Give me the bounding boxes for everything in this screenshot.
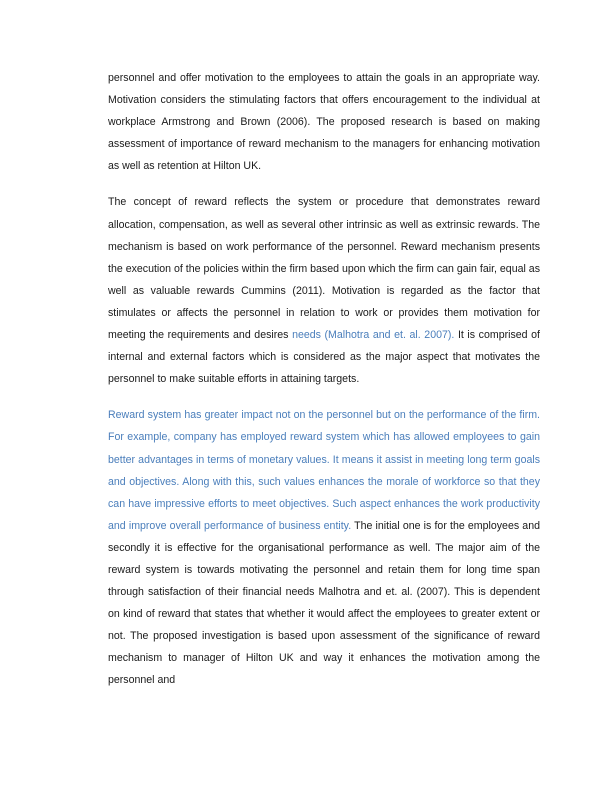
paragraph-3-highlight: Reward system has greater impact not on the personnel but on the performance of the firm. For example, company has employed reward system which has allowed employees to gain better advantages in terms of monetary values. It means it assist in meeting long term goals and objectives. Along with this, such values enhances the morale of workforce so that they can have impressive efforts to meet objectives. Such aspect enhances the work productivity and improve overall performance of business entity. — [108, 409, 540, 532]
paragraph-spacer — [108, 390, 540, 404]
paragraph-1-text: personnel and offer motivation to the employees to attain the goals in an appropriate way. Motivation considers the stimulating factors that offers encouragement to the individual at workplace Armstrong and Brown (2006). The proposed research is based on making assessment of importance of reward mechanism to the managers for enhancing motivation as well as retention at Hilton UK. — [108, 72, 540, 173]
paragraph-spacer — [108, 177, 540, 191]
paragraph-2 — [108, 191, 540, 390]
paragraph-2-citation-highlight: needs (Malhotra and et. al. 2007). — [292, 329, 455, 342]
paragraph-2-text: The concept of reward reflects the system or procedure that demonstrates reward allocation, compensation, as well as several other intrinsic as well as extrinsic rewards. The mechanism is based on work performance of the personnel. Reward mechanism presents the execution of the policies within the firm based upon which the firm can gain fair, equal as well as valuable rewards Cummins (2011). Motivation is regarded as the factor that stimulates or affects the personnel in relation to work or provides them motivation for meeting the requirements and desires — [108, 196, 540, 342]
paragraph-3 — [108, 404, 540, 691]
paragraph-2-text-end: It is comprised of internal and external factors which is considered as the major aspect that motivates the personnel to make suitable efforts in attaining targets. — [108, 329, 540, 386]
document-body — [108, 67, 540, 692]
paragraph-3-text: The initial one is for the employees and secondly it is effective for the organisational performance as well. The major aim of the reward system is towards motivating the personnel and retain them for long time span through satisfaction of their financial needs Malhotra and et. al. (2007). This is dependent on kind of reward that states that whether it would affect the employees to greater extent or not. The proposed investigation is based upon assessment of the significance of reward mechanism to manager of Hilton UK and way it enhances the motivation among the personnel and — [108, 519, 540, 687]
paragraph-1 — [108, 67, 540, 177]
